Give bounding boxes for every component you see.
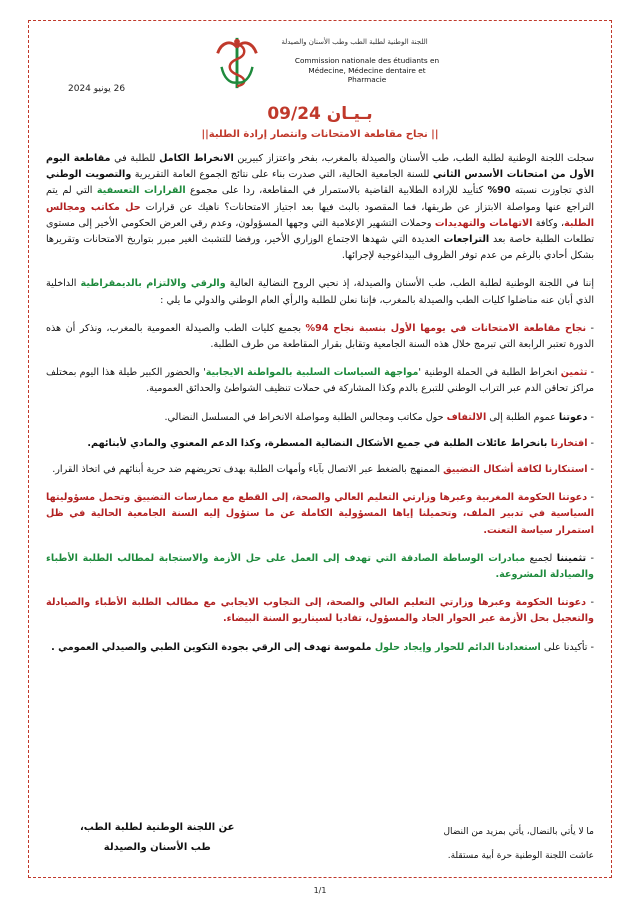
intro-paragraph: سجلت اللجنة الوطنية لطلبة الطب، طب الأسنان والصيدلة بالمغرب، بفخر واعتزاز كبيرين الانخراط الكامل للطلبة في مقاطعة اليوم الأول من امتحانات الأسدس الثاني للسنة الجامعية الحالية، التي صدرت بناء على نتائج الجموع العامة التقريرية والتصويت الوطني الذي تجاوزت نسبته 90% كتأييد للإرادة الطلابية القاضية بالاستمرار في المقاطعة، ردا على مجموع القرارات التعسفية التي لم يتم التراجع عنها ومواصلة الابتزاز عن طريقها، فما المقصود بالبث فيها بعد اجتياز الامتحانات؟ ناهيك عن قرارات حل مكاتب ومجالس الطلبة، وكافة الاتهامات والتهديدات وحملات التشهير الإعلامية التي وجهها المسؤولون، وعدم رقي العرض الحكومي الأخير إلى مستوى تطلعات الطلبة خاصة بعد التراجعات العديدة التي شهدها الاجتماع الوزاري الأخير، ورفضا للتشبث الغير مبرر بتواريخ الامتحانات وتقريرها بشكل أحادي بالرغم من عدم توفر الظروف البيداغوجية لإجرائها. <box>46 153 594 262</box>
statement-title: بـيـان 09/24 <box>267 104 373 124</box>
medical-caduceus-logo-icon <box>208 34 266 92</box>
signature-block: عن اللجنة الوطنية لطلبة الطب، طب الأسنان والصيدلة <box>80 822 235 853</box>
org-name-french: Commission nationale des étudiants en Médecine, Médecine dentaire et Pharmacie <box>294 56 440 84</box>
list-item: - تأكيدنا على استعدادنا الدائم للحوار وإيجاد حلول ملموسة تهدف إلى الرقي بجودة التكوين الطبي والصيدلي العمومي . <box>51 641 594 653</box>
list-item: - تثميننا لجميع مبادرات الوساطة الصادقة التي تهدف إلى العمل على حل الأزمة والاستجابة لمطالب الطلبة الأطباء والصيادلة المشروعة. <box>46 552 595 581</box>
declaration-paragraph: إننا في اللجنة الوطنية لطلبة الطب، طب الأسنان والصيدلة، إذ نحيي الروح النضالية العالية والرقي والالتزام بالديمقراطية الداخلية الذي أبان عنه مناضلوا كليات الطب والصيدلة بالمغرب، فإننا نعلن للطلبة والرأي العام الوطني والدولي ما يلي : <box>46 278 594 306</box>
statement-subtitle: || نجاح مقاطعة الامتحانات وانتصار إرادة الطلبة|| <box>201 129 439 140</box>
statement-body <box>46 151 594 668</box>
list-item: - استنكارنا لكافة أشكال التضييق الممنهج بالضغط عبر الاتصال بآباء وأمهات الطلبة بهدف تحريضهم ضد حرية أبنائهم في اتخاذ القرار. <box>52 464 594 476</box>
list-item: - نجاح مقاطعة الامتحانات في يومها الأول بنسبة نجاح 94% بجميع كليات الطب والصيدلة العمومية بالمغرب، ونذكر أن هذه الدورة تعتبر الرابعة التي تبرمج خلال هذه السنة الجامعية وتقابل بقرار المقاطعة من طرف الطلبة. <box>46 322 594 351</box>
list-item: - دعوتنا عموم الطلبة إلى الالتفاف حول مكاتب ومجالس الطلبة ومواصلة الانخراط في المسلسل النضالي. <box>164 411 594 423</box>
document-date: 26 يونيو 2024 <box>68 84 126 94</box>
org-name-arabic: اللجنة الوطنية لطلبة الطب وطب الأسنان والصيدلة <box>281 38 428 46</box>
closing-slogans: ما لا يأتي بالنضال، يأتي بمزيد من النضال عاشت اللجنة الوطنية حرة أبية مستقلة. <box>443 827 594 861</box>
list-item: - افتخارنا بانخراط عائلات الطلبة في جميع الأشكال النضالية المسطرة، وكذا الدعم المعنوي والمادي لأبنائهم. <box>87 437 594 449</box>
list-item: - دعوتنا الحكومة المغربية وعبرها وزارتي التعليم العالي والصحة، إلى القطع مع ممارسات التضييق وتحمل مسؤوليتها السياسية في تدبير الملف، وتحميلنا إياها المسؤولية الكاملة عن ما ستؤول إليه السنة الجامعية الحالية في ظل استمرار سياسة التعنت. <box>46 492 594 536</box>
list-item: - دعوتنا الحكومة وعبرها وزارتي التعليم العالي والصحة، إلى التجاوب الايجابي مع مطالب الطلبة الأطباء والصيادلة والتعجيل بحل الأزمة عبر الحوار الجاد والمسؤول، تفاديا لسيناريو السنة البيضاء. <box>46 597 595 625</box>
list-item: - تثمين انخراط الطلبة في الحملة الوطنية 'مواجهة السياسات السلبية بالمواطنة الايجابية' والحضور الكبير طيلة هذا اليوم بمختلف مراكز تحاقن الدم عبر التراب الوطني للتبرع بالدم وكذا المشاركة في حملات تنظيف الشواطئ والحدائق العمومية. <box>46 367 594 395</box>
page-number: 1/1 <box>313 886 327 895</box>
